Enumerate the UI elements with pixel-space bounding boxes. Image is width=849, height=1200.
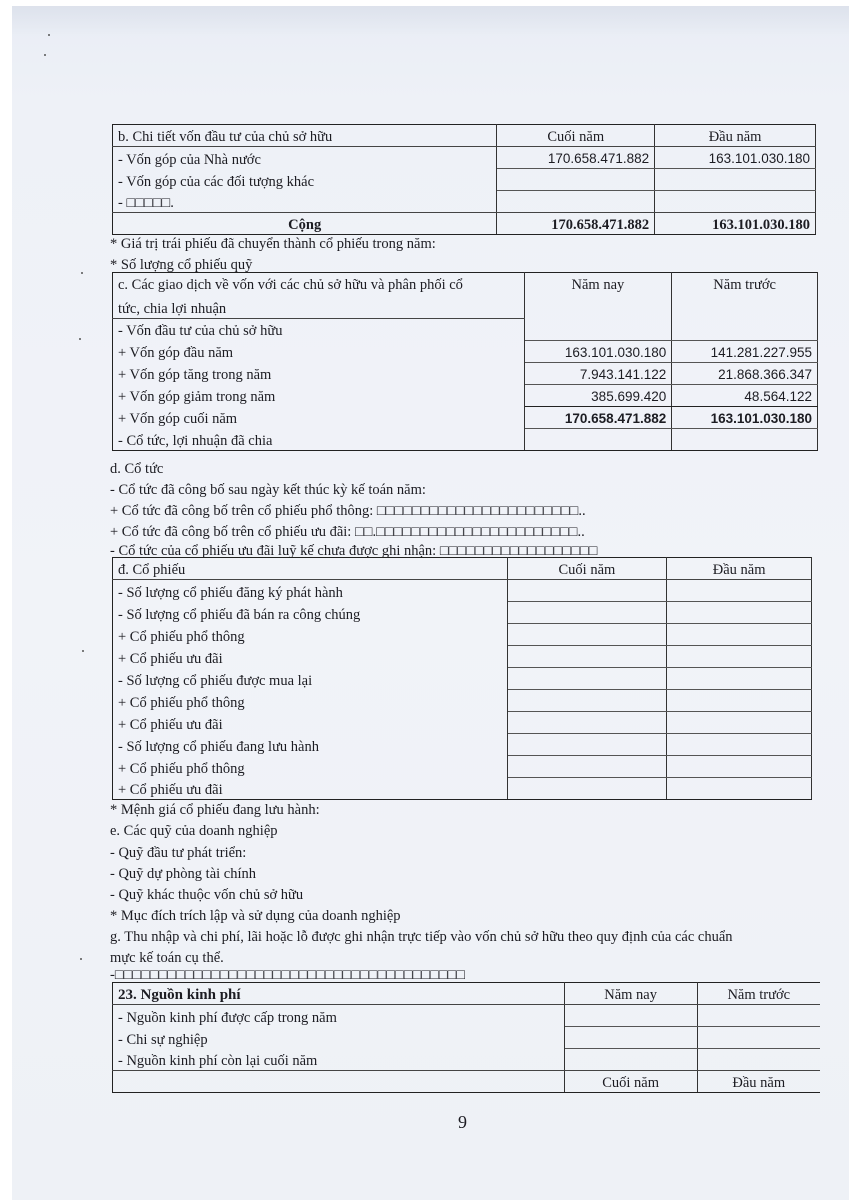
table-row bbox=[113, 191, 816, 213]
table-owner-capital-detail bbox=[112, 124, 816, 235]
cell-previous: 141.281.227.955 bbox=[672, 340, 818, 362]
cell-end bbox=[507, 756, 667, 778]
note-bonds-converted: * Giá trị trái phiếu đã chuyển thành cổ phiếu trong năm: bbox=[110, 236, 436, 252]
column-header-previous: Năm trước bbox=[697, 983, 820, 1005]
cell-start bbox=[667, 646, 812, 668]
row-label: - Số lượng cổ phiếu đang lưu hành bbox=[113, 734, 508, 756]
cell-current bbox=[564, 1005, 697, 1027]
cell-current bbox=[524, 319, 672, 341]
table-row bbox=[113, 1027, 821, 1049]
note-purpose: * Mục đích trích lập và sử dụng của doanh nghiệp bbox=[110, 908, 401, 924]
cell-end bbox=[497, 169, 655, 191]
cell-start bbox=[667, 668, 812, 690]
cell-start bbox=[655, 191, 816, 213]
row-label: - Vốn đầu tư của chủ sở hữu bbox=[113, 319, 525, 341]
cell-previous: 48.564.122 bbox=[672, 384, 818, 406]
cell-start bbox=[667, 778, 812, 800]
cell-end bbox=[507, 668, 667, 690]
cell-previous bbox=[697, 1005, 820, 1027]
column-header-previous: Năm trước bbox=[672, 273, 818, 319]
cell-current bbox=[564, 1049, 697, 1071]
table-shares bbox=[112, 557, 812, 800]
table-row bbox=[113, 602, 812, 624]
fund-line: - Quỹ đầu tư phát triển: bbox=[110, 845, 247, 861]
table-row bbox=[113, 778, 812, 800]
column-header-end: Cuối năm bbox=[507, 558, 667, 580]
dividends-line: - Cổ tức đã công bố sau ngày kết thúc kỳ kế toán năm: bbox=[110, 482, 426, 498]
row-label: - Nguồn kinh phí còn lại cuối năm bbox=[113, 1049, 565, 1071]
table-title: đ. Cổ phiếu bbox=[113, 558, 508, 580]
cell-end bbox=[507, 734, 667, 756]
row-label: + Cổ phiếu ưu đãi bbox=[113, 712, 508, 734]
row-label: - Số lượng cổ phiếu đăng ký phát hành bbox=[113, 580, 508, 602]
cell-start bbox=[667, 602, 812, 624]
row-label bbox=[113, 1071, 565, 1093]
row-label: + Cổ phiếu phổ thông bbox=[113, 624, 508, 646]
table-title-line2: tức, chia lợi nhuận bbox=[113, 297, 525, 319]
table-title: b. Chi tiết vốn đầu tư của chủ sở hữu bbox=[113, 125, 497, 147]
row-label: - Chi sự nghiệp bbox=[113, 1027, 565, 1049]
cell-start: 163.101.030.180 bbox=[655, 147, 816, 169]
scan-speck bbox=[80, 958, 82, 960]
row-label: + Vốn góp giảm trong năm bbox=[113, 384, 525, 406]
row-label: + Cổ phiếu ưu đãi bbox=[113, 646, 508, 668]
cell-previous bbox=[672, 319, 818, 341]
column-header-start: Đầu năm bbox=[655, 125, 816, 147]
cell-current bbox=[524, 428, 672, 450]
table-row bbox=[113, 580, 812, 602]
cell-current: 170.658.471.882 bbox=[524, 406, 672, 428]
cell-end bbox=[507, 602, 667, 624]
table-total-row bbox=[113, 213, 816, 235]
row-label: - Nguồn kinh phí được cấp trong năm bbox=[113, 1005, 565, 1027]
row-label: - Số lượng cổ phiếu được mua lại bbox=[113, 668, 508, 690]
note-treasury-shares: * Số lượng cổ phiếu quỹ bbox=[110, 257, 253, 273]
dividends-line: + Cổ tức đã công bố trên cổ phiếu ưu đãi: □□.□□□□□□□□□□□□□□□□□□□□□□□.. bbox=[110, 524, 585, 540]
row-label: + Vốn góp đầu năm bbox=[113, 340, 525, 362]
table-row bbox=[113, 1049, 821, 1071]
table-row bbox=[113, 668, 812, 690]
scan-speck bbox=[81, 272, 83, 274]
scan-speck bbox=[79, 338, 81, 340]
page-number: 9 bbox=[458, 1112, 467, 1132]
scan-speck bbox=[82, 650, 84, 652]
total-end: 170.658.471.882 bbox=[497, 213, 655, 235]
column-header-start: Đầu năm bbox=[667, 558, 812, 580]
table-title-line1: c. Các giao dịch về vốn với các chủ sở hữu và phân phối cổ bbox=[113, 273, 525, 298]
cell-end bbox=[507, 690, 667, 712]
footer-start: Đầu năm bbox=[697, 1071, 820, 1093]
table-row bbox=[113, 362, 818, 384]
cell-start bbox=[655, 169, 816, 191]
section-g-line: g. Thu nhập và chi phí, lãi hoặc lỗ được ghi nhận trực tiếp vào vốn chủ sở hữu theo quy định của các chuẩn bbox=[110, 929, 733, 945]
table-row bbox=[113, 147, 816, 169]
row-label: - Vốn góp của Nhà nước bbox=[113, 147, 497, 169]
dividends-line: + Cổ tức đã công bố trên cổ phiếu phổ thông: □□□□□□□□□□□□□□□□□□□□□□□.. bbox=[110, 503, 586, 519]
table-row bbox=[113, 1005, 821, 1027]
table-funding-sources bbox=[112, 982, 820, 1093]
cell-current: 385.699.420 bbox=[524, 384, 672, 406]
scan-speck bbox=[44, 54, 46, 56]
cell-previous bbox=[672, 428, 818, 450]
column-header-end: Cuối năm bbox=[497, 125, 655, 147]
cell-end bbox=[507, 624, 667, 646]
table-row bbox=[113, 384, 818, 406]
table-title: 23. Nguồn kinh phí bbox=[113, 983, 565, 1005]
table-row bbox=[113, 646, 812, 668]
cell-previous bbox=[697, 1027, 820, 1049]
row-label: - Vốn góp của các đối tượng khác bbox=[113, 169, 497, 191]
fund-line: - Quỹ dự phòng tài chính bbox=[110, 866, 256, 882]
table-row bbox=[113, 690, 812, 712]
cell-start bbox=[667, 734, 812, 756]
cell-end bbox=[497, 191, 655, 213]
scan-shadow bbox=[12, 6, 849, 36]
footer-end: Cuối năm bbox=[564, 1071, 697, 1093]
row-label: + Vốn góp cuối năm bbox=[113, 406, 525, 428]
cell-start bbox=[667, 690, 812, 712]
table-row bbox=[113, 319, 818, 341]
table-row bbox=[113, 406, 818, 428]
total-label: Cộng bbox=[113, 213, 497, 235]
table-capital-transactions bbox=[112, 272, 818, 451]
table-row bbox=[113, 756, 812, 778]
column-header-current: Năm nay bbox=[524, 273, 672, 319]
scan-speck bbox=[48, 34, 50, 36]
cell-end bbox=[507, 580, 667, 602]
funds-title: e. Các quỹ của doanh nghiệp bbox=[110, 823, 278, 839]
table-footer-row bbox=[113, 1071, 821, 1093]
table-row bbox=[113, 734, 812, 756]
row-label: + Cổ phiếu phổ thông bbox=[113, 690, 508, 712]
column-header-current: Năm nay bbox=[564, 983, 697, 1005]
cell-previous: 163.101.030.180 bbox=[672, 406, 818, 428]
cell-end bbox=[507, 646, 667, 668]
section-g-line: mực kế toán cụ thể. bbox=[110, 950, 224, 966]
dividends-line: - Cổ tức của cổ phiếu ưu đãi luỹ kế chưa được ghi nhận: □□□□□□□□□□□□□□□□□□ bbox=[110, 543, 598, 559]
cell-start bbox=[667, 624, 812, 646]
cell-current: 7.943.141.122 bbox=[524, 362, 672, 384]
cell-current bbox=[564, 1027, 697, 1049]
fund-line: - Quỹ khác thuộc vốn chủ sở hữu bbox=[110, 887, 304, 903]
table-row bbox=[113, 340, 818, 362]
row-label: - Cổ tức, lợi nhuận đã chia bbox=[113, 428, 525, 450]
row-label: + Vốn góp tăng trong năm bbox=[113, 362, 525, 384]
table-row bbox=[113, 712, 812, 734]
cell-end bbox=[507, 778, 667, 800]
cell-previous bbox=[697, 1049, 820, 1071]
table-row bbox=[113, 169, 816, 191]
note-par-value: * Mệnh giá cổ phiếu đang lưu hành: bbox=[110, 802, 320, 818]
row-label: - □□□□□. bbox=[113, 191, 497, 213]
cell-start bbox=[667, 712, 812, 734]
cell-previous: 21.868.366.347 bbox=[672, 362, 818, 384]
section-g-placeholder: -□□□□□□□□□□□□□□□□□□□□□□□□□□□□□□□□□□□□□□□□ bbox=[110, 967, 466, 983]
cell-start bbox=[667, 580, 812, 602]
table-row bbox=[113, 428, 818, 450]
row-label: + Cổ phiếu ưu đãi bbox=[113, 778, 508, 800]
cell-current: 163.101.030.180 bbox=[524, 340, 672, 362]
cell-end: 170.658.471.882 bbox=[497, 147, 655, 169]
total-start: 163.101.030.180 bbox=[655, 213, 816, 235]
row-label: - Số lượng cổ phiếu đã bán ra công chúng bbox=[113, 602, 508, 624]
cell-end bbox=[507, 712, 667, 734]
row-label: + Cổ phiếu phổ thông bbox=[113, 756, 508, 778]
table-row bbox=[113, 624, 812, 646]
cell-start bbox=[667, 756, 812, 778]
dividends-title: d. Cổ tức bbox=[110, 461, 164, 477]
